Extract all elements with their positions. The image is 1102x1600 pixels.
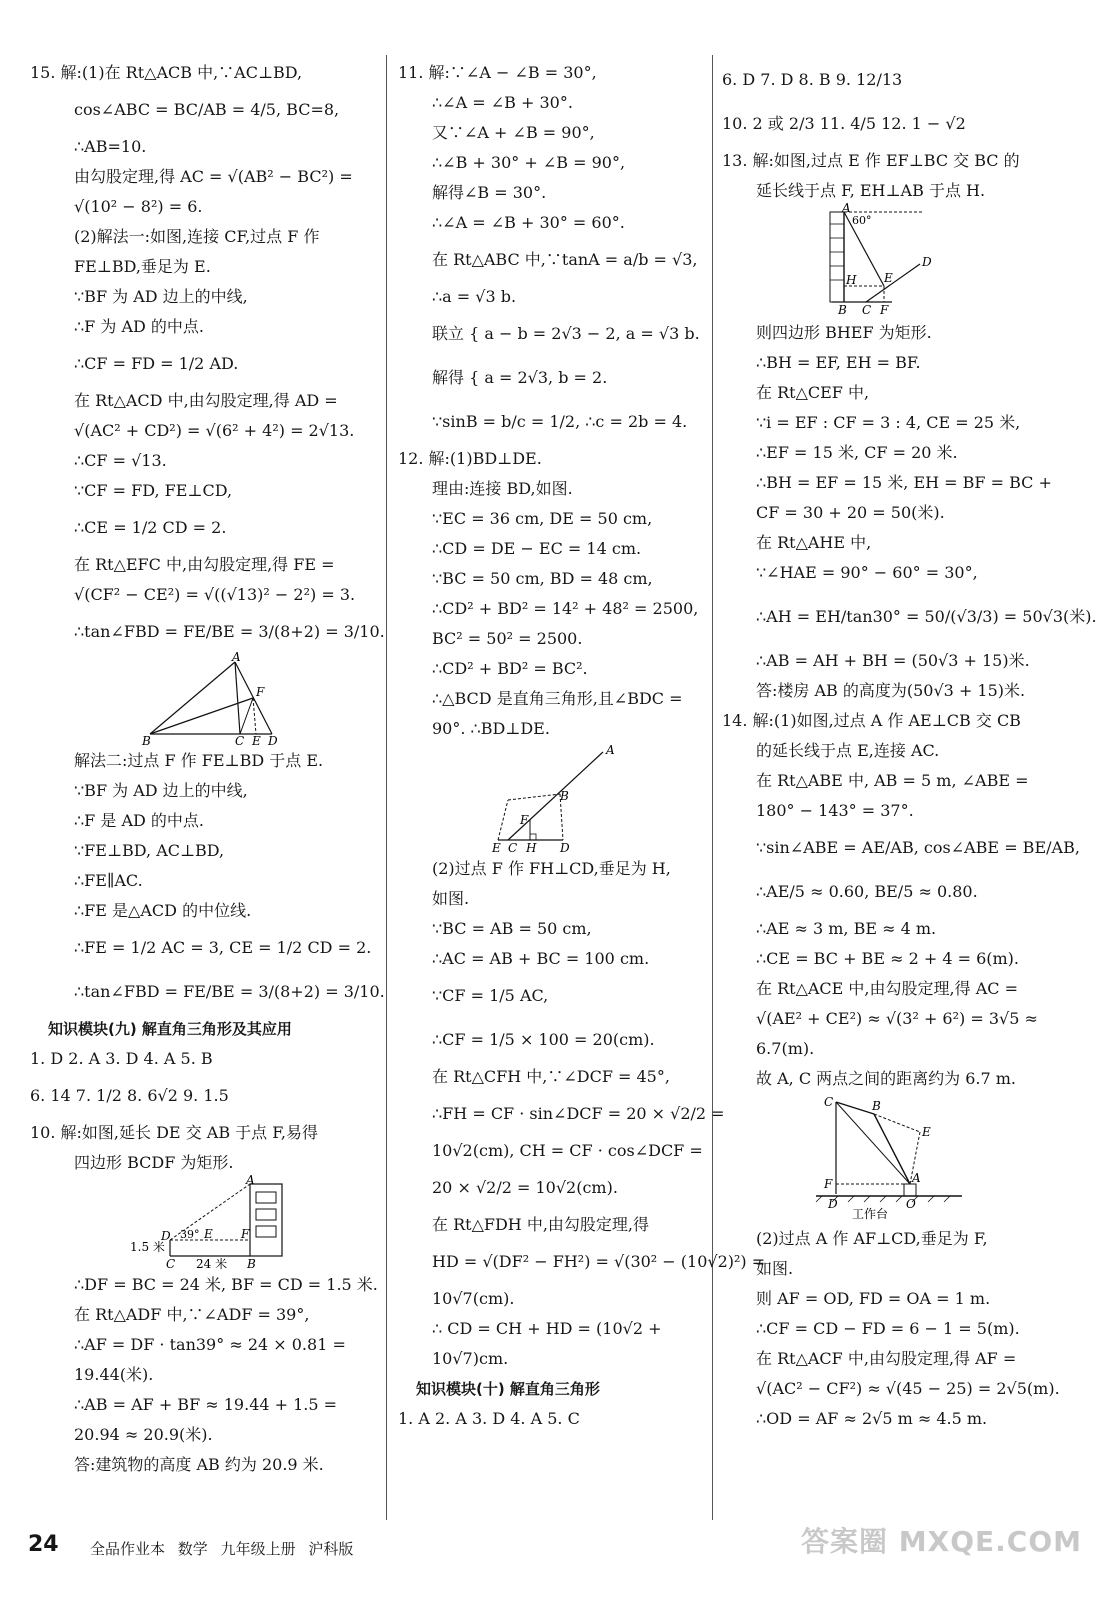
text-line: 则 AF = OD, FD = OA = 1 m. <box>756 1289 991 1308</box>
text-line: ∵FE⊥BD, AC⊥BD, <box>74 841 225 860</box>
figure-12-ladder <box>478 744 708 854</box>
text-line: ∴AE ≈ 3 m, BE ≈ 4 m. <box>756 919 937 938</box>
figure-label: B <box>872 1099 881 1113</box>
figure-label: 24 米 <box>196 1257 228 1271</box>
figure-label: F <box>520 813 529 827</box>
text-line: ∴AF = DF · tan39° ≈ 24 × 0.81 = <box>74 1335 346 1354</box>
text-line: 答:楼房 AB 的高度为(50√3 + 15)米. <box>756 681 1026 700</box>
figure-label: H <box>526 841 537 855</box>
figure-label: 工作台 <box>852 1207 889 1221</box>
section-heading: 知识模块(九) 解直角三角形及其应用 <box>48 1020 292 1038</box>
text-line: cos∠ABC = BC/AB = 4/5, BC=8, <box>74 100 340 119</box>
figure-label: D <box>161 1229 171 1243</box>
text-line: √(AC² − CF²) ≈ √(45 − 25) = 2√5(m). <box>756 1379 1060 1398</box>
text-line: 的延长线于点 E,连接 AC. <box>756 741 940 760</box>
figure-label: C <box>862 303 872 317</box>
figure-label: E <box>492 841 501 855</box>
text-line: HD = √(DF² − FH²) = √(30² − (10√2)²) = <box>432 1252 766 1271</box>
text-line: √(10² − 8²) = 6. <box>74 197 203 216</box>
text-line: 6. 14 7. 1/2 8. 6√2 9. 1.5 <box>30 1086 229 1105</box>
text-line: 如图. <box>432 889 470 908</box>
figure-15-triangle <box>140 650 380 748</box>
text-line: 在 Rt△ABE 中, AB = 5 m, ∠ABE = <box>756 771 1029 790</box>
text-line: (2)过点 F 作 FH⊥CD,垂足为 H, <box>432 859 671 878</box>
text-line: FE⊥BD,垂足为 E. <box>74 257 211 276</box>
figure-label: 60° <box>852 214 872 227</box>
figure-14-machine-arm <box>812 1094 1077 1224</box>
text-line: BC² = 50² = 2500. <box>432 629 583 648</box>
text-line: ∴ CD = CH + HD = (10√2 + <box>432 1319 662 1338</box>
text-line: 6.7(m). <box>756 1039 815 1058</box>
text-line: ∴CD = DE − EC = 14 cm. <box>432 539 642 558</box>
text-line: 10. 2 或 2/3 11. 4/5 12. 1 − √2 <box>722 114 966 133</box>
figure-label: C <box>508 841 518 855</box>
text-line: 则四边形 BHEF 为矩形. <box>756 323 932 342</box>
text-line: 15. 解:(1)在 Rt△ACB 中,∵AC⊥BD, <box>30 63 303 82</box>
text-line: ∵∠HAE = 90° − 60° = 30°, <box>756 563 978 582</box>
text-line: 13. 解:如图,过点 E 作 EF⊥BC 交 BC 的 <box>722 151 1020 170</box>
text-line: ∴CF = FD = 1/2 AD. <box>74 354 239 373</box>
text-line: ∵BF 为 AD 边上的中线, <box>74 781 248 800</box>
text-line: ∵CF = 1/5 AC, <box>432 986 549 1005</box>
figure-label: C <box>166 1257 176 1271</box>
text-line: ∴tan∠FBD = FE/BE = 3/(8+2) = 3/10. <box>74 982 385 1001</box>
text-line: 1. D 2. A 3. D 4. A 5. B <box>30 1049 213 1068</box>
text-line: 联立 { a − b = 2√3 − 2, a = √3 b. <box>432 324 700 343</box>
text-line: 在 Rt△ADF 中,∵∠ADF = 39°, <box>74 1305 310 1324</box>
figure-label: B <box>247 1257 256 1271</box>
text-line: (2)过点 A 作 AF⊥CD,垂足为 F, <box>756 1229 988 1248</box>
section-heading: 知识模块(十) 解直角三角形 <box>416 1380 600 1398</box>
figure-label: H <box>846 273 857 287</box>
text-line: ∴∠A = ∠B + 30° = 60°. <box>432 213 625 232</box>
text-line: 延长线于点 F, EH⊥AB 于点 H. <box>756 181 986 200</box>
text-line: √(AE² + CE²) ≈ √(3² + 6²) = 3√5 ≈ <box>756 1009 1038 1028</box>
text-line: ∴CE = BC + BE ≈ 2 + 4 = 6(m). <box>756 949 1020 968</box>
text-line: (2)解法一:如图,连接 CF,过点 F 作 <box>74 227 320 246</box>
text-line: 1. A 2. A 3. D 4. A 5. C <box>398 1409 580 1428</box>
watermark: 答案圈 MXQE.COM <box>801 1525 1082 1558</box>
figure-label: A <box>246 1173 255 1187</box>
text-line: 11. 解:∵∠A − ∠B = 30°, <box>398 63 597 82</box>
text-line: ∴∠A = ∠B + 30°. <box>432 93 573 112</box>
text-line: 解得 { a = 2√3, b = 2. <box>432 368 608 387</box>
figure-label: E <box>204 1227 213 1241</box>
text-line: 10√2(cm), CH = CF · cos∠DCF = <box>432 1141 703 1160</box>
text-line: ∴AB = AH + BH = (50√3 + 15)米. <box>756 651 1030 670</box>
text-line: 解得∠B = 30°. <box>432 183 547 202</box>
figure-10-building <box>130 1173 380 1271</box>
text-line: 6. D 7. D 8. B 9. 12/13 <box>722 70 903 89</box>
column-right <box>722 58 1097 1434</box>
figure-label: A <box>842 201 851 215</box>
figure-label: A <box>232 650 241 664</box>
book-subject: 数学 <box>177 1540 208 1558</box>
figure-label: A <box>606 743 615 757</box>
text-line: ∴F 是 AD 的中点. <box>74 811 205 830</box>
column-divider <box>712 55 713 1520</box>
text-line: 在 Rt△ACF 中,由勾股定理,得 AF = <box>756 1349 1017 1368</box>
text-line: ∴FE = 1/2 AC = 3, CE = 1/2 CD = 2. <box>74 938 372 957</box>
text-line: ∵EC = 36 cm, DE = 50 cm, <box>432 509 653 528</box>
column-middle <box>398 58 766 1434</box>
text-line: ∵sin∠ABE = AE/AB, cos∠ABE = BE/AB, <box>756 838 1080 857</box>
text-line: 14. 解:(1)如图,过点 A 作 AE⊥CB 交 CB <box>722 711 1021 730</box>
figure-label: D <box>922 255 932 269</box>
text-line: ∴△BCD 是直角三角形,且∠BDC = <box>432 689 683 708</box>
text-line: ∴CE = 1/2 CD = 2. <box>74 518 227 537</box>
text-line: ∴tan∠FBD = FE/BE = 3/(8+2) = 3/10. <box>74 622 385 641</box>
figure-label: A <box>912 1171 921 1185</box>
page-footer <box>0 1525 1102 1570</box>
figure-label: F <box>241 1227 250 1241</box>
text-line: ∵CF = FD, FE⊥CD, <box>74 481 233 500</box>
book-edition: 沪科版 <box>308 1540 354 1558</box>
figure-label: D <box>560 841 570 855</box>
text-line: ∴FH = CF · sin∠DCF = 20 × √2/2 = <box>432 1104 725 1123</box>
text-line: 故 A, C 两点之间的距离约为 6.7 m. <box>756 1069 1017 1088</box>
text-line: 由勾股定理,得 AC = √(AB² − BC²) = <box>74 167 353 186</box>
figure-label: B <box>142 734 151 748</box>
page-number: 24 <box>28 1532 59 1557</box>
text-line: ∴∠B + 30° + ∠B = 90°, <box>432 153 626 172</box>
figure-13-building-slope <box>822 201 1077 318</box>
text-line: 如图. <box>756 1259 794 1278</box>
text-line: ∴CD² + BD² = BC². <box>432 659 588 678</box>
text-line: ∴CD² + BD² = 14² + 48² = 2500, <box>432 599 699 618</box>
figure-label: C <box>235 734 245 748</box>
text-line: √(CF² − CE²) = √((√13)² − 2²) = 3. <box>74 585 356 604</box>
figure-label: O <box>906 1197 916 1211</box>
text-line: 12. 解:(1)BD⊥DE. <box>398 449 542 468</box>
text-line: ∵BF 为 AD 边上的中线, <box>74 287 248 306</box>
text-line: 四边形 BCDF 为矩形. <box>74 1153 234 1172</box>
text-line: ∴F 为 AD 的中点. <box>74 317 205 336</box>
figure-label: 1.5 米 <box>130 1240 165 1254</box>
figure-label: D <box>828 1197 838 1211</box>
figure-label: E <box>922 1125 931 1139</box>
figure-label: D <box>268 734 278 748</box>
text-line: 在 Rt△ACD 中,由勾股定理,得 AD = <box>74 391 338 410</box>
text-line: ∴FE 是△ACD 的中位线. <box>74 901 252 920</box>
text-line: 又∵∠A + ∠B = 90°, <box>432 123 595 142</box>
text-line: 在 Rt△AHE 中, <box>756 533 872 552</box>
book-info <box>90 1538 353 1559</box>
text-line: ∴AB = AF + BF ≈ 19.44 + 1.5 = <box>74 1395 338 1414</box>
text-line: ∴CF = 1/5 × 100 = 20(cm). <box>432 1030 655 1049</box>
figure-label: 39° <box>180 1228 200 1241</box>
text-line: ∵i = EF : CF = 3 : 4, CE = 25 米, <box>756 413 1021 432</box>
text-line: 20.94 ≈ 20.9(米). <box>74 1425 213 1444</box>
text-line: ∴OD = AF ≈ 2√5 m ≈ 4.5 m. <box>756 1409 988 1428</box>
figure-label: E <box>252 734 261 748</box>
text-line: 在 Rt△ACE 中,由勾股定理,得 AC = <box>756 979 1018 998</box>
text-line: ∴BH = EF, EH = BF. <box>756 353 921 372</box>
text-line: 在 Rt△CEF 中, <box>756 383 870 402</box>
text-line: 在 Rt△ABC 中,∵tanA = a/b = √3, <box>432 250 698 269</box>
text-line: ∴AC = AB + BC = 100 cm. <box>432 949 650 968</box>
text-line: ∴AH = EH/tan30° = 50/(√3/3) = 50√3(米). <box>756 607 1097 626</box>
text-line: 解法二:过点 F 作 FE⊥BD 于点 E. <box>74 751 324 770</box>
text-line: ∴EF = 15 米, CF = 20 米. <box>756 443 958 462</box>
text-line: ∵BC = AB = 50 cm, <box>432 919 592 938</box>
text-line: 理由:连接 BD,如图. <box>432 479 573 498</box>
figure-label: B <box>560 789 569 803</box>
figure-label: B <box>838 303 847 317</box>
text-line: 答:建筑物的高度 AB 约为 20.9 米. <box>74 1455 324 1474</box>
figure-label: F <box>880 303 889 317</box>
text-line: 10. 解:如图,延长 DE 交 AB 于点 F,易得 <box>30 1123 318 1142</box>
book-grade: 九年级上册 <box>220 1540 296 1558</box>
book-title: 全品作业本 <box>90 1540 166 1558</box>
text-line: √(AC² + CD²) = √(6² + 4²) = 2√13. <box>74 421 355 440</box>
text-line: 在 Rt△CFH 中,∵∠DCF = 45°, <box>432 1067 670 1086</box>
text-line: ∴FE∥AC. <box>74 871 143 890</box>
text-line: 20 × √2/2 = 10√2(cm). <box>432 1178 618 1197</box>
figure-label: E <box>884 271 893 285</box>
text-line: ∴AE/5 ≈ 0.60, BE/5 ≈ 0.80. <box>756 882 978 901</box>
text-line: CF = 30 + 20 = 50(米). <box>756 503 945 522</box>
figure-label: F <box>824 1177 833 1191</box>
text-line: ∵BC = 50 cm, BD = 48 cm, <box>432 569 653 588</box>
text-line: ∴AB=10. <box>74 137 147 156</box>
text-line: ∴CF = √13. <box>74 451 167 470</box>
column-divider <box>386 55 387 1520</box>
text-line: 在 Rt△FDH 中,由勾股定理,得 <box>432 1215 650 1234</box>
figure-label: F <box>256 685 265 699</box>
text-line: ∴a = √3 b. <box>432 287 517 306</box>
text-line: 10√7)cm. <box>432 1349 509 1368</box>
text-line: 180° − 143° = 37°. <box>756 801 914 820</box>
text-line: 90°. ∴BD⊥DE. <box>432 719 550 738</box>
text-line: ∴BH = EF = 15 米, EH = BF = BC + <box>756 473 1052 492</box>
text-line: ∵sinB = b/c = 1/2, ∴c = 2b = 4. <box>432 412 688 431</box>
text-line: ∴CF = CD − FD = 6 − 1 = 5(m). <box>756 1319 1020 1338</box>
text-line: ∴DF = BC = 24 米, BF = CD = 1.5 米. <box>74 1275 378 1294</box>
figure-label: C <box>824 1095 834 1109</box>
text-line: 在 Rt△EFC 中,由勾股定理,得 FE = <box>74 555 335 574</box>
text-line: 19.44(米). <box>74 1365 154 1384</box>
text-line: 10√7(cm). <box>432 1289 515 1308</box>
column-left <box>30 58 385 1480</box>
